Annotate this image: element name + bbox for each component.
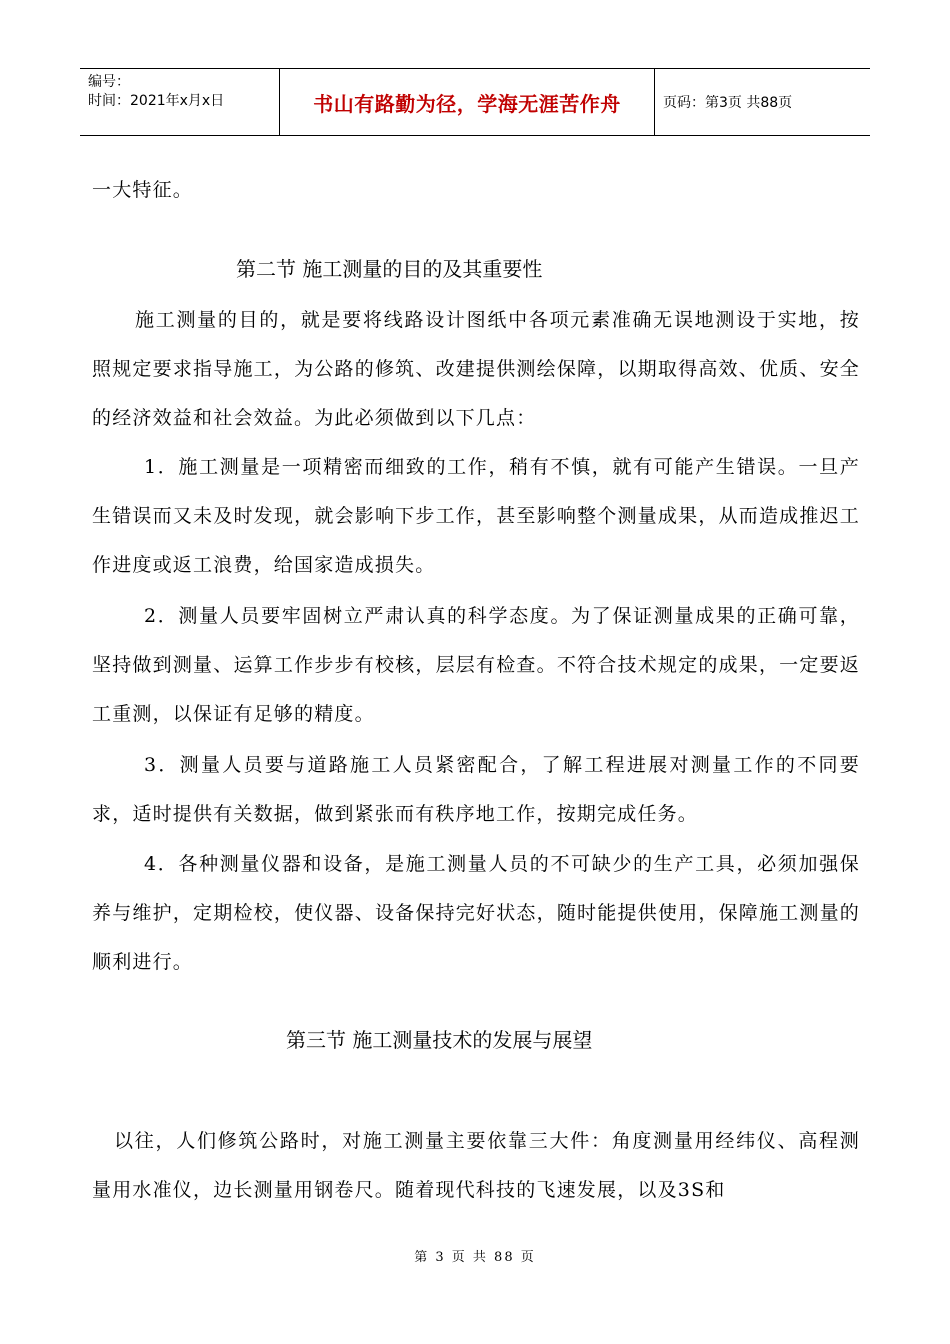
page-footer: 第 3 页 共 88 页 [414,1250,536,1265]
header-meta [80,69,280,135]
paragraph-item-4: 4．各种测量仪器和设备，是施工测量人员的不可缺少的生产工具，必须加强保养与维护，定期检校，使仪器、设备保持完好状态，随时能提供使用，保障施工测量的顺利进行。 [92,853,860,973]
paragraph-purpose: 施工测量的目的，就是要将线路设计图纸中各项元素准确无误地测设于实地，按照规定要求指导施工，为公路的修筑、改建提供测绘保障，以期取得高效、优质、安全的经济效益和社会效益。为此必须做到以下几点： [92,309,860,429]
paragraph-item-2: 2．测量人员要牢固树立严肃认真的科学态度。为了保证测量成果的正确可靠，坚持做到测量、运算工作步步有校核，层层有检查。不符合技术规定的成果，一定要返工重测，以保证有足够的精度。 [92,605,860,725]
motto: 书山有路勤为径，学海无涯苦作舟 [280,69,655,135]
section-2-title: 第二节 施工测量的目的及其重要性 [236,257,543,281]
time-label: 时间：2021年x月x日 [88,93,225,109]
number-label: 编号： [88,74,130,90]
paragraph-intro-end: 一大特征。 [92,179,194,201]
section-3-title: 第三节 施工测量技术的发展与展望 [286,1028,593,1052]
paragraph-item-1: 1．施工测量是一项精密而细致的工作，稍有不慎，就有可能产生错误。一旦产生错误而又未及时发现，就会影响下步工作，甚至影响整个测量成果，从而造成推迟工作进度或返工浪费，给国家造成损失。 [92,456,860,576]
paragraph-history: 以往，人们修筑公路时，对施工测量主要依靠三大件：角度测量用经纬仪、高程测量用水准仪，边长测量用钢卷尺。随着现代科技的飞速发展，以及3S和 [92,1130,860,1201]
page-info: 页码：第3页 共88页 [663,95,793,111]
header-table [80,68,870,136]
paragraph-item-3: 3．测量人员要与道路施工人员紧密配合，了解工程进展对测量工作的不同要求，适时提供有关数据，做到紧张而有秩序地工作，按期完成任务。 [92,754,860,825]
